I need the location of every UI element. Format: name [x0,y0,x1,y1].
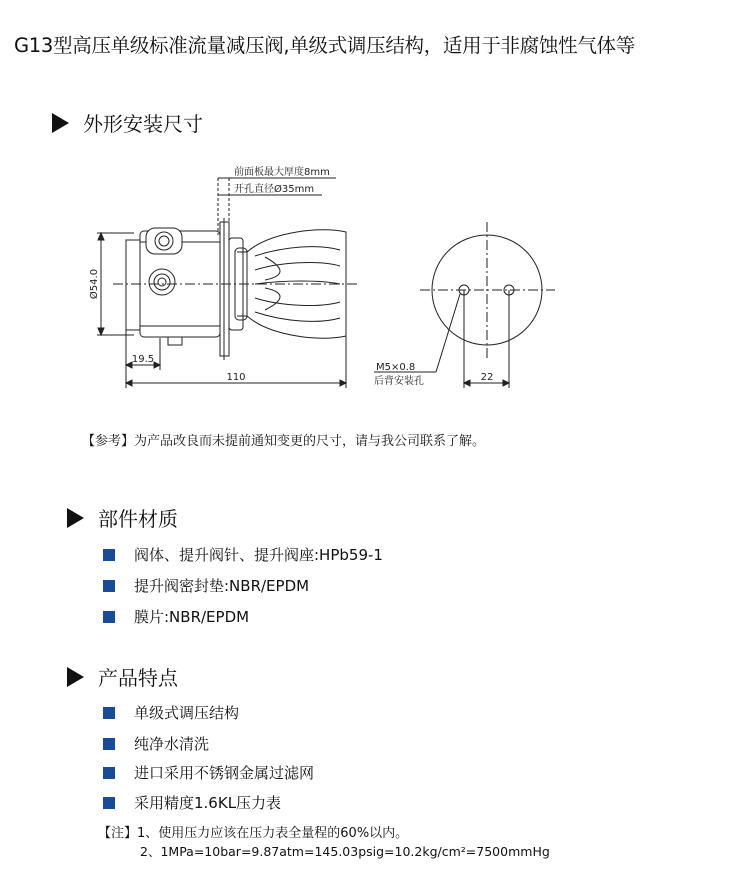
section-materials-title: 部件材质 [98,507,178,531]
footnote-line-1: 【注】1、使用压力应该在压力表全量程的60%以内。 [98,826,409,841]
list-item: 采用精度1.6KL压力表 [103,792,281,813]
list-item: 膜片:NBR/EPDM [103,606,249,627]
dim-110-label: 110 [226,372,246,383]
section-dimensions-title: 外形安装尺寸 [83,112,203,136]
section-dimensions-heading [52,108,203,137]
mounting-hole-label: 后背安装孔 [374,376,424,387]
square-bullet-icon [103,797,115,809]
triangle-right-icon [67,667,84,687]
square-bullet-icon [103,707,115,719]
square-bullet-icon [103,611,115,623]
section-features-title: 产品特点 [98,666,178,690]
list-item: 阀体、提升阀针、提升阀座:HPb59-1 [103,544,383,565]
square-bullet-icon [103,738,115,750]
dimension-drawing [0,160,750,420]
dim-19-5-label: 19.5 [131,354,155,365]
reference-note: 【参考】为产品改良而未提前通知变更的尺寸，请与我公司联系了解。 [82,434,486,449]
hole-diameter-note: 开孔直径Ø35mm [234,184,315,195]
panel-thickness-note: 前面板最大厚度8mm [234,167,330,178]
square-bullet-icon [103,767,115,779]
square-bullet-icon [103,580,115,592]
triangle-right-icon [67,508,84,528]
screw-spec-label: M5×0.8 [376,362,416,373]
section-materials-heading [67,503,178,532]
diameter-dimension-label: Ø54.0 [89,268,100,300]
section-features-heading [67,662,178,691]
list-item: 提升阀密封垫:NBR/EPDM [103,575,309,596]
page-title: G13型高压单级标准流量减压阀,单级式调压结构，适用于非腐蚀性气体等 [14,34,635,57]
dim-22-label: 22 [480,372,494,383]
list-item: 纯净水清洗 [103,733,209,754]
triangle-right-icon [52,113,69,133]
list-item: 进口采用不锈钢金属过滤网 [103,762,314,783]
square-bullet-icon [103,549,115,561]
list-item: 单级式调压结构 [103,702,239,723]
footnote-line-2: 2、1MPa=10bar=9.87atm=145.03psig=10.2kg/cm²=7500mmHg [140,844,550,859]
